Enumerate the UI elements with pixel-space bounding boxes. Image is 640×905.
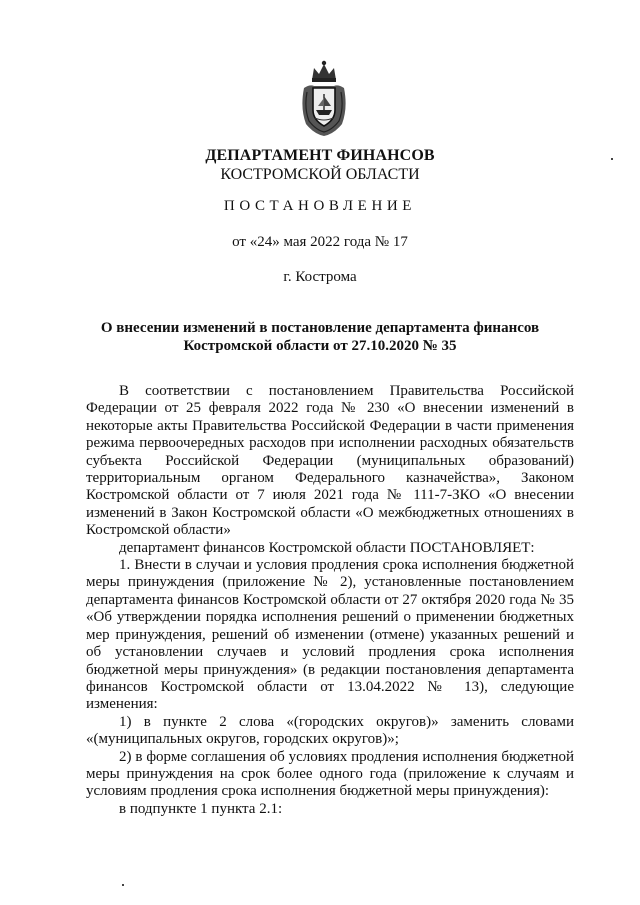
subpoint-paragraph: в подпункте 1 пункта 2.1: [119,800,283,817]
decree-date-number: от «24» мая 2022 года № 17 [232,234,408,250]
item-1-paragraph: 1. Внести в случаи и условия продления срока исполнения бюджетной меры принуждения (приложение № 2), установленные постановлением департамента финансов Костромской области от 27 октября 2020 года № 35 «Об утверждении порядка исполнения решений о применении бюджетных мер принуждения, решений об изменении (отмене) указанных решений и об установлении случаев и условий продления срока исполнения бюджетной меры принуждения» (в редакции постановления департамента финансов Костромской области от 13.04.2022 № 13), следующие изменения: [86,557,574,713]
decree-title [60,319,580,355]
subitem-1-paragraph: 1) в пункте 2 слова «(городских округов)» заменить словами «(муниципальных округов, городских округов)»; [86,713,574,748]
resolution-paragraph: департамент финансов Костромской области ПОСТАНОВЛЯЕТ: [119,539,535,556]
decree-body [86,383,574,818]
scan-speck [122,884,124,886]
subitem-2-paragraph: 2) в форме соглашения об условиях продления исполнения бюджетной меры принуждения на срок более одного года (приложение к случаям и условиям продления срока исполнения бюджетной меры принуждения): [86,748,574,800]
scan-speck [611,158,613,160]
coat-of-arms-icon [298,58,350,138]
city-name: г. Кострома [283,269,357,285]
document-type: ПОСТАНОВЛЕНИЕ [223,198,417,214]
decree-title-line2: Костромской области от 27.10.2020 № 35 [183,338,457,354]
department-name-line2: КОСТРОМСКОЙ ОБЛАСТИ [220,166,420,183]
department-name-line1: ДЕПАРТАМЕНТ ФИНАНСОВ [205,147,435,164]
preamble-paragraph: В соответствии с постановлением Правительства Российской Федерации от 25 февраля 2022 года № 230 «О внесении изменений в некоторые акты Правительства Российской Федерации в части применения режима первоочередных расходов при исполнении расходных обязательств субъекта Российской Федерации (муниципальных образований) территориальным органом Федерального казначейства», Законом Костромской области от 7 июля 2021 года № 111-7-ЗКО «О внесении изменений в Закон Костромской области «О межбюджетных отношениях в Костромской области» [86,383,574,539]
decree-title-line1: О внесении изменений в постановление департамента финансов [100,320,540,336]
